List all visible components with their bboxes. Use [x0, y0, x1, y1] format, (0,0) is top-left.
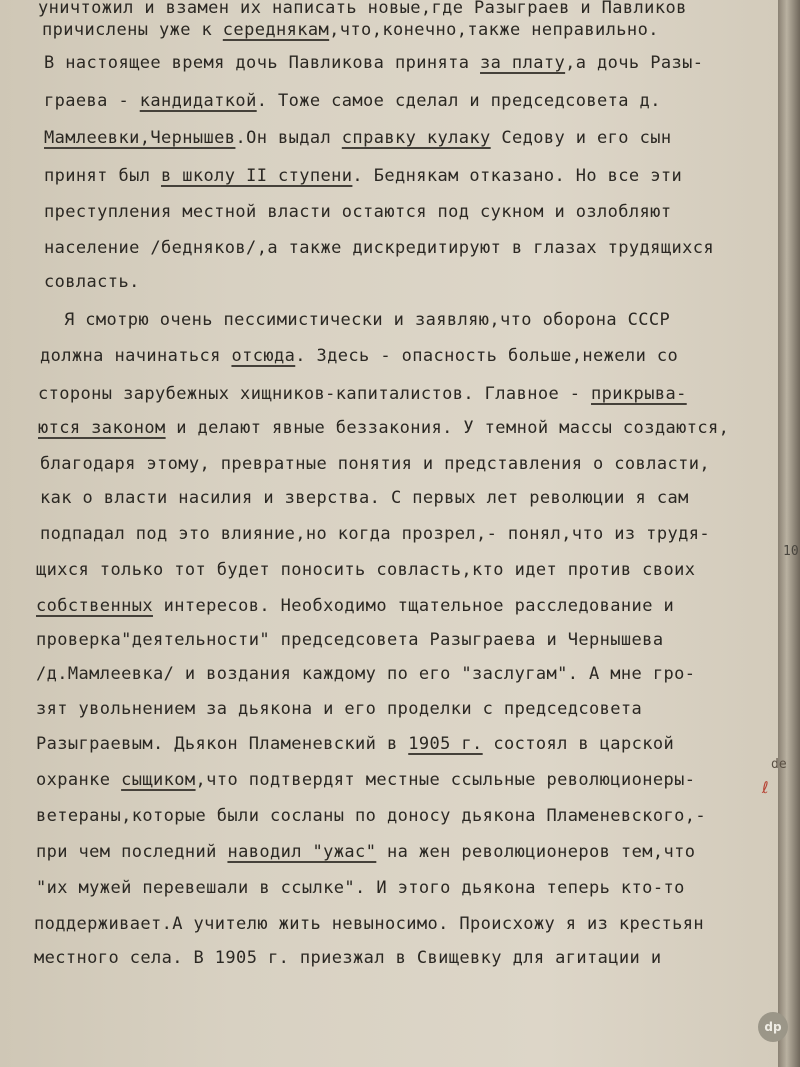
text-line-25 [36, 842, 695, 862]
line-22-part-a: Разыграевым. Дьякон Пламеневский в [36, 734, 409, 754]
underline-prikryva: прикрыва- [591, 384, 687, 404]
text-line-14: благодаря этому, превратные понятия и представления о совласти, [40, 454, 710, 474]
text-line-27: поддерживает.А учителю жить невыносимо. Происхожу я из крестьян [34, 914, 704, 934]
line-23-part-a: охранке [36, 770, 122, 790]
underline-otsyuda: отсюда [231, 346, 296, 366]
underline-serednyakam: середнякам [222, 20, 330, 40]
text-line-1: уничтожил и взамен их написать новые,где Разыграев и Павликов [38, 0, 687, 18]
underline-kandidatkoy: кандидаткой [139, 91, 257, 111]
text-line-24: ветераны,которые были сосланы по доносу дьякона Пламеневского,- [36, 806, 706, 826]
text-line-12 [38, 384, 687, 404]
underline-spravku-kulaku: справку кулаку [341, 128, 491, 148]
line-6-part-b: . Беднякам отказано. Но все эти [352, 166, 683, 186]
text-line-13 [38, 418, 729, 438]
text-line-19: проверка"деятельности" председсовета Разыграева и Чернышева [36, 630, 664, 650]
line-3-part-b: ,а дочь Разы- [565, 53, 704, 73]
text-line-16: подпадал под это влияние,но когда прозрел,- понял,что из трудя- [40, 524, 710, 544]
line-5-part-b: Седову и его сын [490, 128, 672, 148]
text-line-5 [44, 128, 671, 148]
line-4-part-a: граева - [44, 91, 140, 111]
text-line-22 [36, 734, 674, 754]
text-line-28: местного села. В 1905 г. приезжал в Свищевку для агитации и [34, 948, 662, 968]
underline-sobstvennykh: собственных [36, 596, 153, 616]
text-line-11 [40, 346, 678, 366]
underline-syshchikom: сыщиком [121, 770, 196, 790]
page-stack-edge [778, 0, 800, 1067]
stamp-logo: dp [758, 1012, 788, 1042]
line-13-part-a: и делают явные беззакония. У темной массы создаются, [165, 418, 730, 438]
line-6-part-a: принят был [44, 166, 161, 186]
line-18-part-a: интересов. Необходимо тщательное расследование и [152, 596, 675, 616]
text-line-6 [44, 166, 682, 186]
line-4-part-b: . Тоже самое сделал и председсовета д. [256, 91, 661, 111]
text-line-4 [44, 91, 661, 111]
text-line-21: зят увольнением за дьякона и его проделки с председсовета [36, 699, 643, 719]
line-25-part-b: на жен революционеров тем,что [376, 842, 696, 862]
line-2-part-a: причислены уже к [42, 20, 223, 40]
text-line-2 [42, 20, 659, 40]
red-pencil-mark: ℓ [762, 778, 769, 797]
line-11-part-a: должна начинаться [40, 346, 232, 366]
line-2-part-b: ,что,конечно,также неправильно. [329, 20, 659, 40]
text-line-7: преступления местной власти остаются под сукном и озлобляют [44, 202, 672, 222]
text-line-26: "их мужей перевешали в ссылке". И этого дьякона теперь кто-то [36, 878, 685, 898]
line-22-part-b: состоял в царской [482, 734, 675, 754]
line-25-part-a: при чем последний [36, 842, 228, 862]
line-12-part-a: стороны зарубежных хищников-капиталистов. Главное - [38, 384, 592, 404]
line-11-part-b: . Здесь - опасность больше,нежели со [295, 346, 679, 366]
line-3-part-a: В настоящее время дочь Павликова принята [44, 53, 481, 73]
text-line-3 [44, 53, 703, 73]
text-line-8: население /бедняков/,а также дискредитируют в глазах трудящихся [44, 238, 714, 258]
underline-mamleevki-chernyshev: Мамлеевки,Чернышев [44, 128, 236, 148]
text-line-23 [36, 770, 695, 790]
underline-yutsya-zakonom: ются законом [38, 418, 166, 438]
margin-edge-number: 10 [783, 544, 799, 559]
text-line-10: Я смотрю очень пессимистически и заявляю,что оборона СССР [64, 310, 671, 330]
underline-za-platu: за плату [480, 53, 566, 73]
underline-v-shkolu: в школу II ступени [160, 166, 353, 186]
text-line-17: щихся только тот будет поносить совласть,кто идет против своих [36, 560, 696, 580]
text-line-18 [36, 596, 674, 616]
underline-1905: 1905 г. [408, 734, 483, 754]
text-line-20: /д.Мамлеевка/ и воздания каждому по его "заслугам". А мне гро- [36, 664, 696, 684]
text-line-9: совласть. [44, 272, 140, 292]
margin-edge-mark-lower: de [771, 757, 787, 772]
line-23-part-b: ,что подтвердят местные ссыльные революционеры- [195, 770, 696, 790]
text-line-15: как о власти насилия и зверства. С первых лет революции я сам [40, 488, 689, 508]
line-5-part-a: .Он выдал [235, 128, 342, 148]
underline-navodil-uzhas: наводил "ужас" [227, 842, 377, 862]
